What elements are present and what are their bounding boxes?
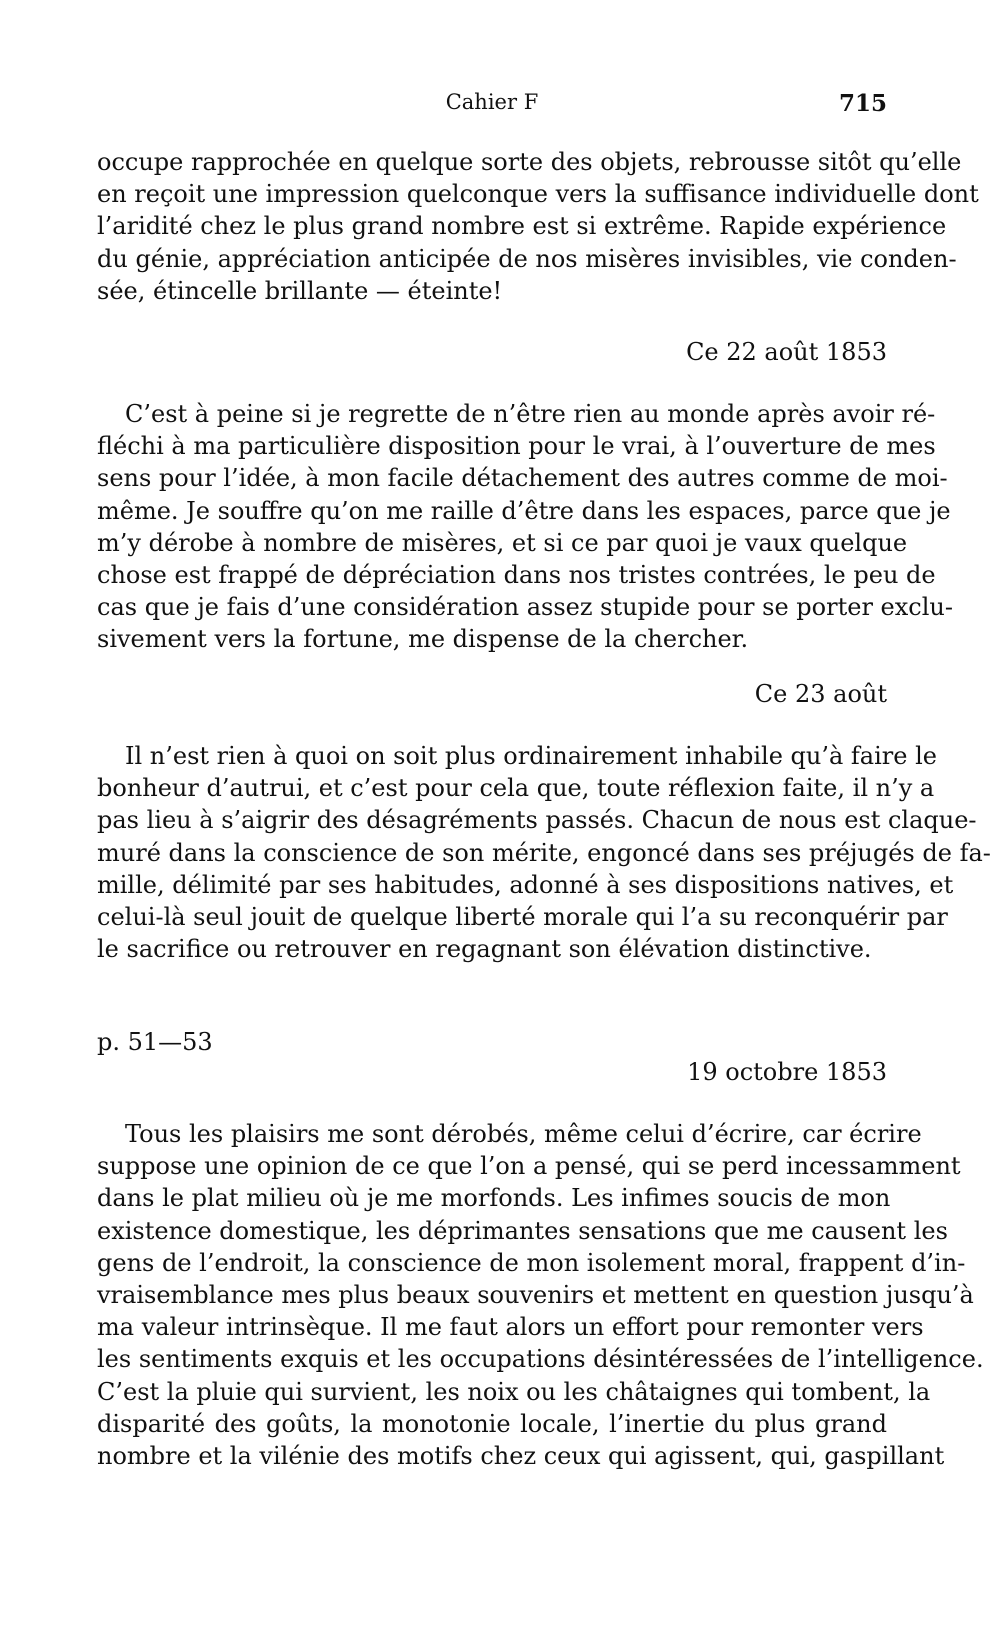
page-reference: p. 51—53 (97, 1028, 213, 1056)
text-line: disparité des goûts, la monotonie locale, l’inertie du plus grand (97, 1409, 887, 1438)
entry-date: Ce 23 août (754, 680, 887, 708)
text-line: C’est la pluie qui survient, les noix ou les châtaignes qui tombent, la (97, 1377, 931, 1406)
entry-date: 19 octobre 1853 (687, 1058, 887, 1086)
entry-paragraph (97, 740, 991, 965)
text-line: pas lieu à s’aigrir des désagréments passés. Chacun de nous est claque- (97, 806, 977, 835)
entry-date: Ce 22 août 1853 (686, 338, 887, 366)
text-line: m’y dérobe à nombre de misères, et si ce par quoi je vaux quelque (97, 528, 908, 557)
page-header (97, 90, 887, 120)
text-line: du génie, appréciation anticipée de nos misères invisibles, vie conden- (97, 244, 957, 273)
running-head: Cahier F (445, 90, 539, 114)
text-line: vraisemblance mes plus beaux souvenirs et mettent en question jusqu’à (97, 1281, 974, 1310)
text-line: mille, délimité par ses habitudes, adonné à ses dispositions natives, et (97, 870, 954, 899)
text-line: les sentiments exquis et les occupations désintéressées de l’intelligence. (97, 1345, 984, 1374)
continued-paragraph (97, 146, 979, 307)
text-line: sivement vers la fortune, me dispense de la chercher. (97, 625, 749, 654)
text-line: gens de l’endroit, la conscience de mon isolement moral, frappent d’in- (97, 1248, 966, 1277)
text-line: chose est frappé de dépréciation dans nos tristes contrées, le peu de (97, 561, 936, 590)
text-line: Il n’est rien à quoi on soit plus ordinairement inhabile qu’à faire le (125, 742, 937, 770)
text-line: sens pour l’idée, à mon facile détachement des autres comme de moi- (97, 464, 948, 493)
text-line: occupe rapprochée en quelque sorte des objets, rebrousse sitôt qu’elle (97, 148, 962, 176)
text-line: le sacrifice ou retrouver en regagnant son élévation distinctive. (97, 935, 872, 964)
text-line: même. Je souffre qu’on me raille d’être dans les espaces, parce que je (97, 496, 951, 525)
page-number: 715 (838, 90, 887, 117)
text-line: dans le plat milieu où je me morfonds. Les infimes soucis de mon (97, 1184, 891, 1213)
text-line: existence domestique, les déprimantes sensations que me causent les (97, 1216, 948, 1245)
text-line: ma valeur intrinsèque. Il me faut alors un effort pour remonter vers (97, 1313, 924, 1342)
text-line: sée, étincelle brillante — éteinte! (97, 276, 503, 305)
entry-paragraph (97, 1118, 984, 1472)
text-line: fléchi à ma particulière disposition pour le vrai, à l’ouverture de mes (97, 432, 936, 461)
text-line: C’est à peine si je regrette de n’être rien au monde après avoir ré- (125, 400, 936, 428)
text-line: Tous les plaisirs me sont dérobés, même celui d’écrire, car écrire (125, 1120, 922, 1148)
entry-paragraph (97, 398, 953, 656)
text-line: celui-là seul jouit de quelque liberté morale qui l’a su reconquérir par (97, 903, 948, 932)
text-line: cas que je fais d’une considération assez stupide pour se porter exclu- (97, 593, 953, 622)
text-line: en reçoit une impression quelconque vers la suffisance individuelle dont (97, 180, 979, 209)
text-line: bonheur d’autrui, et c’est pour cela que, toute réflexion faite, il n’y a (97, 774, 935, 803)
text-line: nombre et la vilénie des motifs chez ceux qui agissent, qui, gaspillant (97, 1442, 945, 1471)
text-line: muré dans la conscience de son mérite, engoncé dans ses préjugés de fa- (97, 838, 991, 867)
text-line: suppose une opinion de ce que l’on a pensé, qui se perd incessamment (97, 1152, 961, 1181)
text-line: l’aridité chez le plus grand nombre est si extrême. Rapide expérience (97, 212, 947, 241)
